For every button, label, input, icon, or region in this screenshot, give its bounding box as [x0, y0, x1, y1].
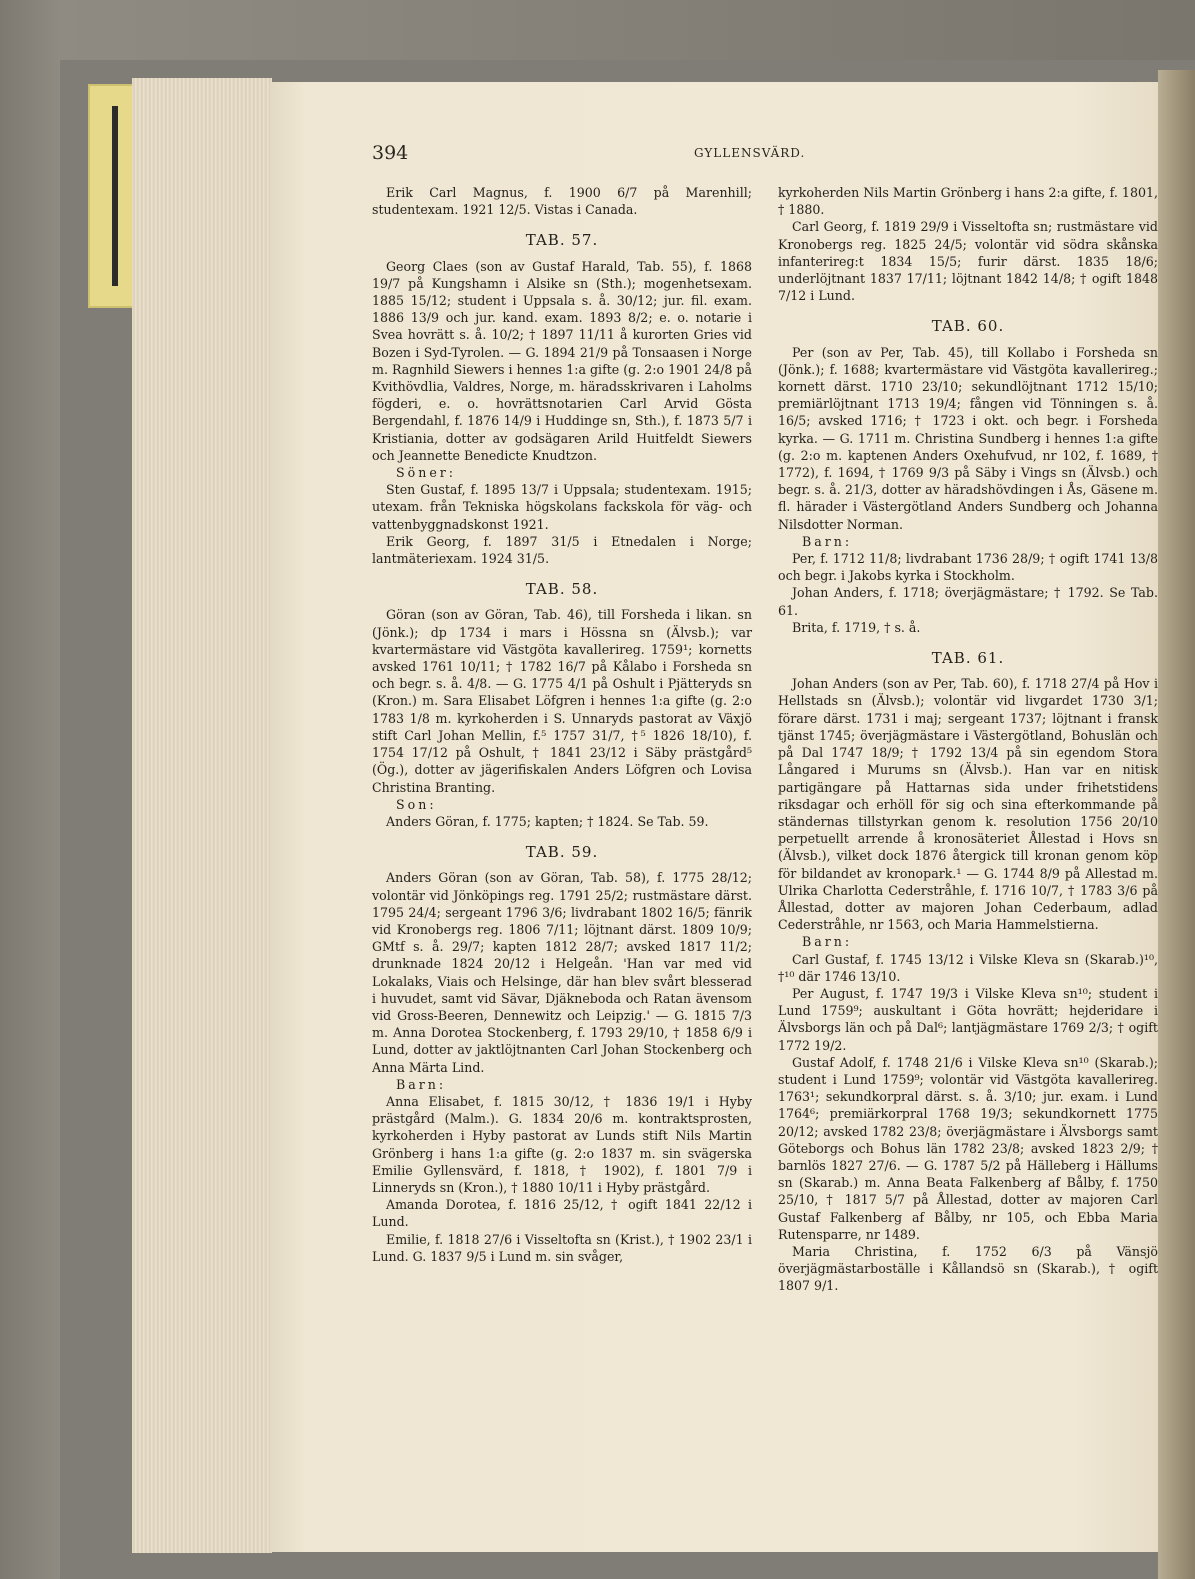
section-label: Barn:	[396, 1076, 447, 1092]
section-label: Barn:	[802, 533, 853, 549]
paragraph: Johan Anders (son av Per, Tab. 60), f. 1718 27/4 på Hov i Hellstads sn (Älvsb.); volontär vid livgardet 1730 3/1; förare därst. 1731 i maj; sergeant 1737; löjtnant i fransk tjänst 1745; överjägmästare i Västergötland, Bohuslän och på Dal 1747 18/9; † 1792 13/4 på sin egendom Stora Långared i Murums sn (Älvsb.). Han var en nitisk partigängare på Hattarnas sida under frihetstidens riksdagar och erhöll för sig och sina efterkommande på ständernas tillstyrkan genom k. resolution 1756 20/10 perpetuellt arrende å kronosäteriet Ållestad i Hovs sn (Älvsb.), vilket dock 1876 återgick till kronan genom köp för bildandet av kronopark.¹ — G. 1744 8/9 på Allestad m. Ulrika Charlotta Cederstråhle, f. 1716 10/7, † 1783 3/6 på Ållestad, dotter av majoren Johan Cederbaum, adlad Cederstråhle, nr 1563, och Maria Hammelstierna.	[778, 676, 1158, 933]
left-column	[372, 184, 752, 1265]
table-heading: TAB. 57.	[525, 231, 599, 250]
paragraph: Per August, f. 1747 19/3 i Vilske Kleva sn¹⁰; student i Lund 1759⁹; auskultant i Göta hovrätt; hejderidare i Älvsborgs län och på Dal⁶; lantjägmästare 1769 2/3; † ogift 1772 19/2.	[778, 985, 1158, 1053]
page-header	[372, 142, 1152, 166]
paragraph: Carl Georg, f. 1819 29/9 i Visseltofta sn; rustmästare vid Kronobergs reg. 1825 24/5; volontär vid södra skånska infanterireg:t 1834 15/5; furir därst. 1835 18/6; underlöjtnant 1837 17/11; löjtnant 1842 14/8; † ogift 1848 7/12 i Lund.	[778, 219, 1158, 304]
paragraph: Per (son av Per, Tab. 45), till Kollabo i Forsheda sn (Jönk.); f. 1688; kvartermästare vid Västgöta kavallerireg.; kornett därst. 1710 23/10; sekundlöjtnant 1712 15/10; premiärlöjtnant 1713 19/4; fången vid Tönningen s. å. 16/5; avsked 1716; † 1723 i okt. och begr. i Forsheda kyrka. — G. 1711 m. Christina Sundberg i hennes 1:a gifte (g. 2:o m. kaptenen Anders Oxehufvud, nr 102, f. 1689, † 1772), f. 1694, † 1769 9/3 på Säby i Vings sn (Älvsb.) och begr. s. å. 21/3, dotter av häradshövdingen i Ås, Gäsene m. fl. härader i Västergötland Anders Sundberg och Johanna Nilsdotter Norman.	[778, 344, 1158, 532]
paragraph: Göran (son av Göran, Tab. 46), till Forsheda i likan. sn (Jönk.); dp 1734 i mars i Hössna sn (Älvsb.); var kvartermästare vid Västgöta kavallerireg. 1759¹; kornetts avsked 1761 10/11; † 1782 16/7 på Kålabo i Forsheda sn och begr. s. å. 4/8. — G. 1775 4/1 på Oshult i Pjätteryds sn (Kron.) m. Sara Elisabet Löfgren i hennes 1:a gifte (g. 2:o 1783 1/8 m. kyrkoherden i S. Unnaryds pastorat av Växjö stift Carl Johan Mellin, f.⁵ 1757 31/7, †⁵ 1826 18/10), f. 1754 17/12 på Oshult, † 1841 23/12 i Säby prästgård⁵ (Ög.), dotter av jägerifiskalen Anders Löfgren och Lovisa Christina Branting.	[372, 607, 752, 795]
paragraph: Anders Göran (son av Göran, Tab. 58), f. 1775 28/12; volontär vid Jönköpings reg. 1791 25/2; rustmästare därst. 1795 24/4; sergeant 1796 3/6; livdrabant 1802 16/5; fänrik vid Kronobergs reg. 1806 7/11; löjtnant därst. 1809 10/9; GMtf s. å. 29/7; kapten 1812 28/7; avsked 1817 11/2; drunknade 1824 20/12 i Helgeån. 'Han var med vid Lokalaks, Viais och Helsinge, där han blev svårt blesserad i huvudet, samt vid Sävar, Djäkneboda och Ratan ävensom vid Gross-Beeren, Dennewitz och Leipzig.' — G. 1815 7/3 m. Anna Dorotea Stockenberg, f. 1793 29/10, † 1858 6/9 i Lund, dotter av jaktlöjtnanten Carl Johan Stockenberg och Anna Märta Lind.	[372, 870, 752, 1075]
table-heading: TAB. 58.	[525, 580, 599, 599]
paragraph: Erik Carl Magnus, f. 1900 6/7 på Marenhill; studentexam. 1921 12/5. Vistas i Canada.	[372, 185, 752, 218]
table-heading: TAB. 60.	[931, 317, 1005, 336]
paragraph: Erik Georg, f. 1897 31/5 i Etnedalen i Norge; lantmäteriexam. 1924 31/5.	[372, 533, 752, 567]
paragraph: Amanda Dorotea, f. 1816 25/12, † ogift 1841 22/12 i Lund.	[372, 1197, 752, 1230]
section-label: Barn:	[802, 934, 853, 950]
section-label: Son:	[396, 796, 437, 812]
paragraph: Anna Elisabet, f. 1815 30/12, † 1836 19/1 i Hyby prästgård (Malm.). G. 1834 20/6 m. kontraktsprosten, kyrkoherden i Hyby pastorat av Lunds stift Nils Martin Grönberg i hans 1:a gifte (g. 2:o 1837 m. sin svägerska Emilie Gyllensvärd, f. 1818, † 1902), f. 1801 7/9 i Linneryds sn (Kron.), † 1880 10/11 i Hyby prästgård.	[372, 1093, 752, 1195]
page-edges	[132, 78, 272, 1553]
paragraph: Brita, f. 1719, † s. å.	[792, 619, 921, 635]
paragraph: Johan Anders, f. 1718; överjägmästare; † 1792. Se Tab. 61.	[778, 585, 1158, 618]
paragraph: Georg Claes (son av Gustaf Harald, Tab. 55), f. 1868 19/7 på Kungshamn i Alsike sn (Sth.); mogenhetsexam. 1885 15/12; student i Uppsala s. å. 30/12; jur. fil. exam. 1886 13/9 och jur. kand. exam. 1893 8/2; e. o. notarie i Svea hovrätt s. å. 10/2; † 1897 11/11 å kurorten Gries vid Bozen i Syd-Tyrolen. — G. 1894 21/9 på Tonsaasen i Norge m. Ragnhild Siewers i hennes 1:a gifte (g. 2:o 1901 24/8 på Kvithövdlia, Valdres, Norge, m. häradsskrivaren i Laholms fögderi, e. o. hovrättsnotarien Carl Arvid Gösta Bergendahl, f. 1876 14/9 i Huddinge sn, Sth.), f. 1873 5/7 i Kristiania, dotter av godsägaren Arild Huitfeldt Siewers och Jeannette Benedicte Knudtzon.	[372, 258, 752, 463]
spine-label-mark	[112, 106, 118, 286]
page-number: 394	[372, 142, 409, 164]
paragraph: Gustaf Adolf, f. 1748 21/6 i Vilske Kleva sn¹⁰ (Skarab.); student i Lund 1759⁹; volontär vid Västgöta kavallerireg. 1763¹; sekundkorpral därst. s. å. 3/10; jur. exam. i Lund 1764⁶; premiärkorpral 1768 19/3; sekundkornett 1775 20/12; avsked 1782 23/8; överjägmästare i Älvsborgs samt Göteborgs och Bohus län 1782 23/8; avsked 1823 2/9; † barnlös 1827 27/6. — G. 1787 5/2 på Hälleberg i Hällums sn (Skarab.) m. Anna Beata Falkenberg af Bålby, f. 1750 25/10, † 1817 5/7 på Ållestad, dotter av majoren Carl Gustaf Falkenberg af Bålby, nr 105, och Ebba Maria Rutensparre, nr 1489.	[778, 1054, 1158, 1242]
section-label: Söner:	[396, 465, 457, 481]
table-heading: TAB. 59.	[525, 843, 599, 862]
right-column	[778, 184, 1158, 1295]
paragraph: Anders Göran, f. 1775; kapten; † 1824. Se Tab. 59.	[386, 813, 709, 829]
paragraph: Sten Gustaf, f. 1895 13/7 i Uppsala; studentexam. 1915; utexam. från Tekniska högskolans fackskola för väg- och vattenbyggnadskonst 1921.	[372, 482, 752, 532]
paragraph: Emilie, f. 1818 27/6 i Visseltofta sn (Krist.), † 1902 23/1 i Lund. G. 1837 9/5 i Lund m. sin svåger,	[372, 1231, 752, 1264]
paragraph: Per, f. 1712 11/8; livdrabant 1736 28/9; † ogift 1741 13/8 och begr. i Jakobs kyrka i Stockholm.	[778, 551, 1158, 584]
paragraph: Maria Christina, f. 1752 6/3 på Vänsjö överjägmästarboställe i Kållandsö sn (Skarab.), † ogift 1807 9/1.	[778, 1243, 1158, 1294]
paragraph: kyrkoherden Nils Martin Grönberg i hans 2:a gifte, f. 1801, † 1880.	[778, 185, 1158, 218]
running-head: GYLLENSVÄRD.	[694, 146, 806, 160]
facing-page-edge	[1158, 70, 1195, 1579]
paragraph: Carl Gustaf, f. 1745 13/12 i Vilske Kleva sn (Skarab.)¹⁰, †¹⁰ där 1746 13/10.	[778, 951, 1158, 984]
table-heading: TAB. 61.	[931, 649, 1005, 668]
